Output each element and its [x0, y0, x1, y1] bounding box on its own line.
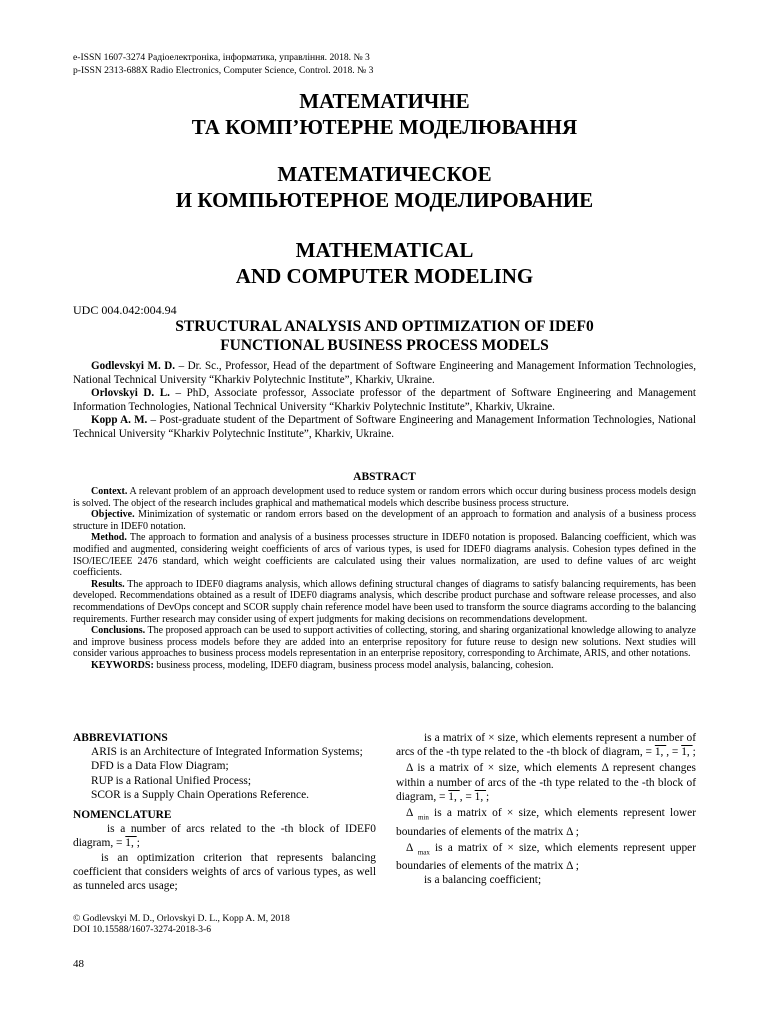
doi-line: DOI 10.15588/1607-3274-2018-3-6: [73, 924, 212, 936]
section-title-ru-line1: МАТЕМАТИЧЕСКОЕ: [277, 162, 492, 186]
udc-code: UDC 004.042:004.94: [73, 303, 177, 317]
nomenclature-item: [396, 806, 696, 839]
nomenclature-item: [396, 761, 696, 804]
nomenclature-text: is a number of arcs related to the -th block of IDEF0 diagram, =: [73, 823, 376, 850]
nomenclature-range: 1,: [474, 790, 487, 803]
header-pissn: p-ISSN 2313-688X Radio Electronics, Computer Science, Control. 2018. № 3: [73, 64, 374, 76]
section-title-ru-line2: И КОМПЬЮТЕРНОЕ МОДЕЛИРОВАНИЕ: [175, 188, 594, 212]
nomenclature-text: ;: [692, 746, 696, 759]
author-entry: [73, 414, 696, 441]
nomenclature-range: 1,: [654, 746, 667, 759]
author-name: Orlovskyi D. L.: [91, 387, 170, 400]
abstract-label: Conclusions.: [91, 625, 146, 637]
copyright-line: © Godlevskyi M. D., Orlovskyi D. L., Kopp A. M, 2018: [73, 913, 290, 924]
header-eissn: e-ISSN 1607-3274 Радіоелектроніка, інформатика, управління. 2018. № 3: [73, 52, 370, 63]
journal-page: [73, 0, 696, 1024]
abstract-text: The approach to formation and analysis of a business processes structure in IDEF0 notation is proposed. Balancing coefficient, which was modified and augmented, considering weight coefficients of arcs of various types, is used for IDEF0 diagrams analysis. Cohesion types defined in the ISO/IEC/IEEE 2476 standard, which weight coefficients are calculated using their values normalization, are used to define values of arc weight coefficients.: [73, 532, 696, 579]
nomenclature-subscript: min: [417, 813, 429, 822]
nomenclature-item: [73, 822, 376, 850]
right-column: [396, 731, 696, 888]
author-name: Godlevskyi M. D.: [91, 360, 176, 372]
abstract-context: [73, 486, 696, 509]
nomenclature-text: Δ: [406, 807, 418, 820]
nomenclature-text: Δ is a matrix of × size, which elements Δ represent changes within a number of arcs of the -th type related to the -th block of diagram, =: [396, 762, 696, 803]
article-title-line1: STRUCTURAL ANALYSIS AND OPTIMIZATION OF IDEF0: [175, 318, 594, 335]
abstract-text: business process, modeling, IDEF0 diagram, business process model analysis, balancing, cohesion.: [153, 659, 554, 671]
author-list: [73, 360, 696, 442]
nomenclature-text: is a matrix of × size, which elements represent lower boundaries of elements of the matrix Δ ;: [396, 807, 696, 838]
nomenclature-text: is a matrix of × size, which elements represent a number of arcs of the -th type related to the -th block of diagram, =: [396, 732, 696, 759]
abbreviation-item: SCOR is a Supply Chain Operations Reference.: [91, 788, 309, 801]
abstract-body: [73, 486, 696, 672]
nomenclature-text: , =: [459, 790, 475, 803]
nomenclature-item: is an optimization criterion that represents balancing coefficient that considers weights of arcs of various types, as well as tunneled arcs usage;: [73, 851, 376, 893]
author-entry: [73, 387, 696, 414]
abstract-conclusions: [73, 625, 696, 660]
page-number: 48: [73, 958, 84, 970]
author-affiliation: – PhD, Associate professor, Associate professor of the department of Software Engineering and Management Information Technologies, National Technical University “Kharkiv Polytechnic Institute”, Kharkiv, Ukraine.: [73, 387, 697, 413]
author-entry: [73, 360, 696, 387]
section-title-ukrainian: [73, 88, 696, 140]
abstract-text: The proposed approach can be used to support activities of collecting, storing, and sharing organizational knowledge allowing to analyze and improve business process models before they are added into an enterprise repository for future reuse to design new solutions. Next studies will consider various approaches to business process models representation in an enterprise repository, corresponding to Archimate, ARIS, and other notations.: [73, 625, 696, 660]
abstract-label: KEYWORDS:: [91, 659, 154, 671]
author-affiliation: – Post-graduate student of the Department of Software Engineering and Management Information Technologies, National Technical University “Kharkiv Polytechnic Institute”, Kharkiv, Ukraine.: [73, 414, 696, 440]
abbreviation-item: DFD is a Data Flow Diagram;: [91, 760, 229, 773]
abstract-label: Method.: [91, 532, 127, 544]
abstract-text: A relevant problem of an approach development used to reduce system or random errors which occur during business process models design is solved. The object of the research includes graphical and mathematical models which describe business process structure.: [73, 486, 696, 509]
left-column: [73, 731, 376, 893]
nomenclature-range: 1,: [125, 837, 137, 850]
abstract-keywords: [73, 660, 696, 672]
nomenclature-subscript: max: [417, 847, 430, 856]
author-name: Kopp A. M.: [91, 414, 148, 427]
nomenclature-text: ;: [136, 837, 140, 850]
abbreviations-heading: ABBREVIATIONS: [73, 732, 168, 744]
abstract-text: Minimization of systematic or random errors based on the development of an approach to formation and analysis of a business process structure in IDEF0 notation.: [73, 509, 696, 532]
nomenclature-item: [396, 841, 696, 874]
journal-header: [73, 52, 373, 77]
nomenclature-item: is a balancing coefficient;: [424, 874, 542, 887]
nomenclature-heading: NOMENCLATURE: [73, 809, 172, 822]
abstract-method: [73, 532, 696, 578]
nomenclature-range: 1,: [681, 746, 693, 759]
nomenclature-text: , =: [666, 746, 682, 759]
section-title-russian: [73, 161, 696, 213]
section-title-english: [73, 237, 696, 289]
abstract-objective: [73, 509, 696, 532]
nomenclature-text: is a matrix of × size, which elements represent upper boundaries of elements of the matrix Δ ;: [396, 841, 696, 873]
abstract-label: Context.: [91, 486, 128, 497]
nomenclature-range: 1,: [448, 790, 460, 803]
article-title: [73, 317, 696, 355]
section-title-en-line2: AND COMPUTER MODELING: [235, 264, 534, 288]
copyright-footer: [73, 913, 290, 936]
section-title-ua-line1: МАТЕМАТИЧНЕ: [299, 89, 470, 113]
nomenclature-text: ;: [486, 790, 490, 803]
abstract-text: The approach to IDEF0 diagrams analysis, which allows defining structural changes of diagrams to satisfy balancing requirements, has been developed. Recommendations obtained as a result of IDEF0 diagrams analysis, which describe product purchase and software release processes, and also recommendations of DevOps concept and SCOR supply chain reference model have been used to transform the source diagrams according to the balancing requirements. Further research may consider using of expert judgments for making decisions on recommendations development.: [73, 578, 696, 625]
abbreviation-item: RUP is a Rational Unified Process;: [91, 774, 251, 787]
abstract-results: [73, 579, 696, 625]
article-title-line2: FUNCTIONAL BUSINESS PROCESS MODELS: [220, 337, 549, 354]
section-title-ua-line2: ТА КОМП’ЮТЕРНЕ МОДЕЛЮВАННЯ: [191, 115, 578, 139]
section-title-en-line1: MATHEMATICAL: [295, 238, 474, 262]
author-affiliation: – Dr. Sc., Professor, Head of the department of Software Engineering and Management Information Technologies, National Technical University “Kharkiv Polytechnic Institute”, Kharkiv, Ukraine.: [73, 360, 696, 386]
abstract-heading: ABSTRACT: [353, 471, 416, 483]
abstract-label: Objective.: [91, 509, 135, 521]
abbreviation-item: ARIS is an Architecture of Integrated Information Systems;: [91, 746, 363, 759]
nomenclature-text: Δ: [406, 841, 418, 854]
abstract-label: Results.: [91, 578, 125, 590]
nomenclature-item: [396, 731, 696, 759]
